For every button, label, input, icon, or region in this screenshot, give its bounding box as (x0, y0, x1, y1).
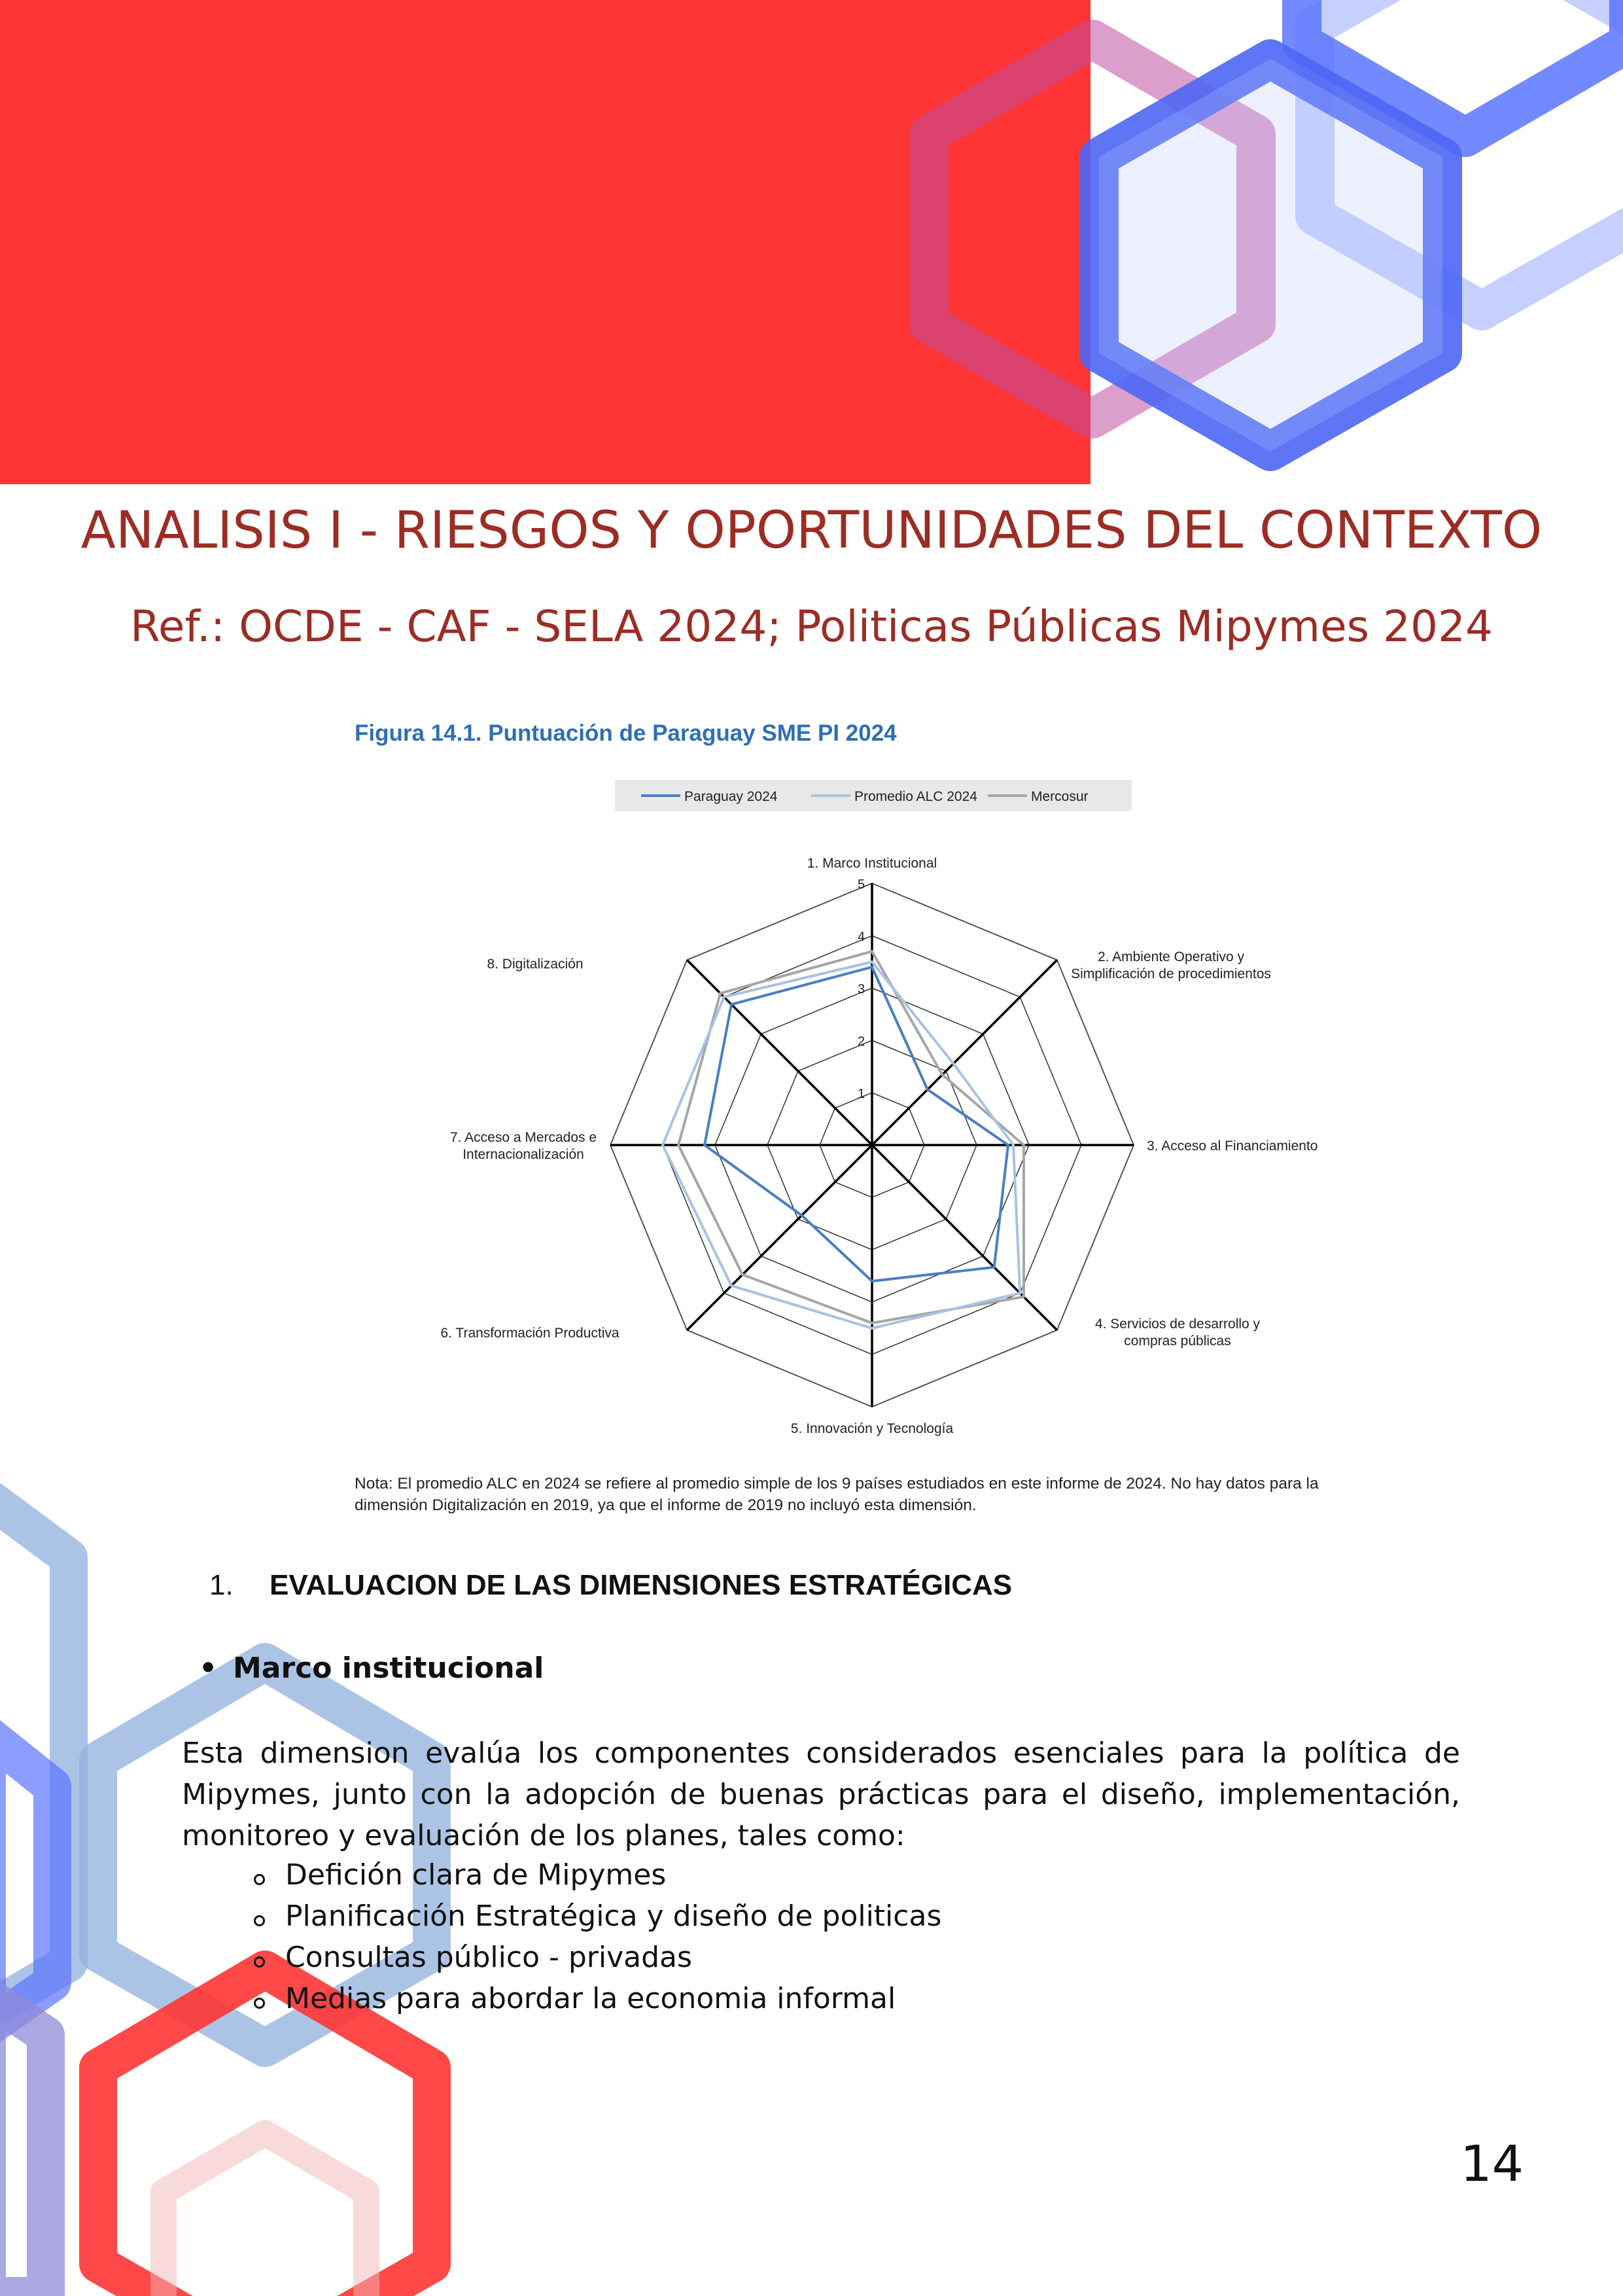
list-item (249, 1978, 941, 2019)
circle-bullet-icon (254, 1915, 265, 1926)
bullet-marker: • (199, 1651, 218, 1685)
radar-axis-label: 5. Innovación y Tecnología (790, 1421, 954, 1436)
list-item-text: Medias para abordar la economia informal (285, 1982, 896, 2015)
list-item-text: Consultas público - privadas (285, 1941, 692, 1974)
figure-caption: Figura 14.1. Puntuación de Paraguay SME PI 2024 (355, 720, 897, 746)
body-paragraph: Esta dimension evalúa los componentes considerados esenciales para la política de Mipymes, junto con la adopción de buenas prácticas para el diseño, implementación, monitoreo y evaluación de los planes, tales como: (182, 1737, 1460, 1852)
radar-axis-label: 1. Marco Institucional (807, 856, 937, 871)
section-heading (209, 1569, 1012, 1602)
figure-note-line2: dimensión Digitalización en 2019, ya que el informe de 2019 no incluyó esta dimensión. (355, 1496, 977, 1514)
legend-entry: Promedio ALC 2024 (854, 789, 977, 804)
circle-bullet-icon (254, 1956, 265, 1968)
radar-axis-line (872, 960, 1057, 1145)
radar-tick-label: 3 (858, 982, 865, 997)
radar-plot (440, 856, 1318, 1436)
hexagon-shape (0, 1996, 46, 2296)
radar-tick-label: 4 (858, 930, 865, 944)
radar-axis-label: 7. Acceso a Mercados e Internacionalización (449, 1130, 597, 1162)
circle-bullet-icon (254, 1998, 265, 2009)
radar-axis-label: 3. Acceso al Financiamiento (1147, 1139, 1318, 1154)
radar-tick-label: 5 (858, 877, 865, 892)
radar-axis-line (687, 960, 872, 1145)
radar-axis-label: 2. Ambiente Operativo y Simplificación de procedimientos (1071, 949, 1271, 981)
page-number: 14 (1460, 2134, 1524, 2193)
list-item (249, 1937, 941, 1978)
sub-list (249, 1854, 941, 2019)
list-item (249, 1896, 941, 1937)
page-title: ANALISIS I - RIESGOS Y OPORTUNIDADES DEL CONTEXTO (80, 501, 1543, 560)
radar-tick-label: 1 (858, 1087, 865, 1101)
radar-axis-line (687, 1145, 872, 1330)
radar-axis-label: 4. Servicios de desarrollo y compras públicas (1094, 1316, 1261, 1349)
list-item (249, 1854, 941, 1896)
legend-entry: Paraguay 2024 (684, 789, 778, 804)
circle-bullet-icon (254, 1874, 265, 1885)
radar-chart-figure (327, 707, 1387, 1538)
radar-tick-label: 2 (858, 1034, 865, 1049)
hexagon-shape (164, 2133, 366, 2296)
list-item-text: Defición clara de Mipymes (285, 1858, 667, 1892)
chart-legend (615, 780, 1132, 811)
legend-entry: Mercosur (1031, 789, 1089, 804)
page-subtitle: Ref.: OCDE - CAF - SELA 2024; Politicas Públicas Mipymes 2024 (130, 601, 1493, 652)
bullet-heading (199, 1651, 544, 1685)
radar-axis-label: 8. Digitalización (487, 957, 584, 972)
section-heading-text: EVALUACION DE LAS DIMENSIONES ESTRATÉGICAS (270, 1569, 1013, 1601)
radar-axis-line (872, 1145, 1057, 1330)
radar-axis-label: 6. Transformación Productiva (440, 1326, 620, 1341)
bullet-heading-text: Marco institucional (233, 1651, 544, 1685)
figure-note-line1: Nota: El promedio ALC en 2024 se refiere al promedio simple de los 9 países estudiados en este informe de 2024. No hay datos para la (355, 1475, 1319, 1492)
list-item-text: Planificación Estratégica y diseño de politicas (285, 1899, 942, 1933)
section-number: 1. (209, 1569, 234, 1601)
